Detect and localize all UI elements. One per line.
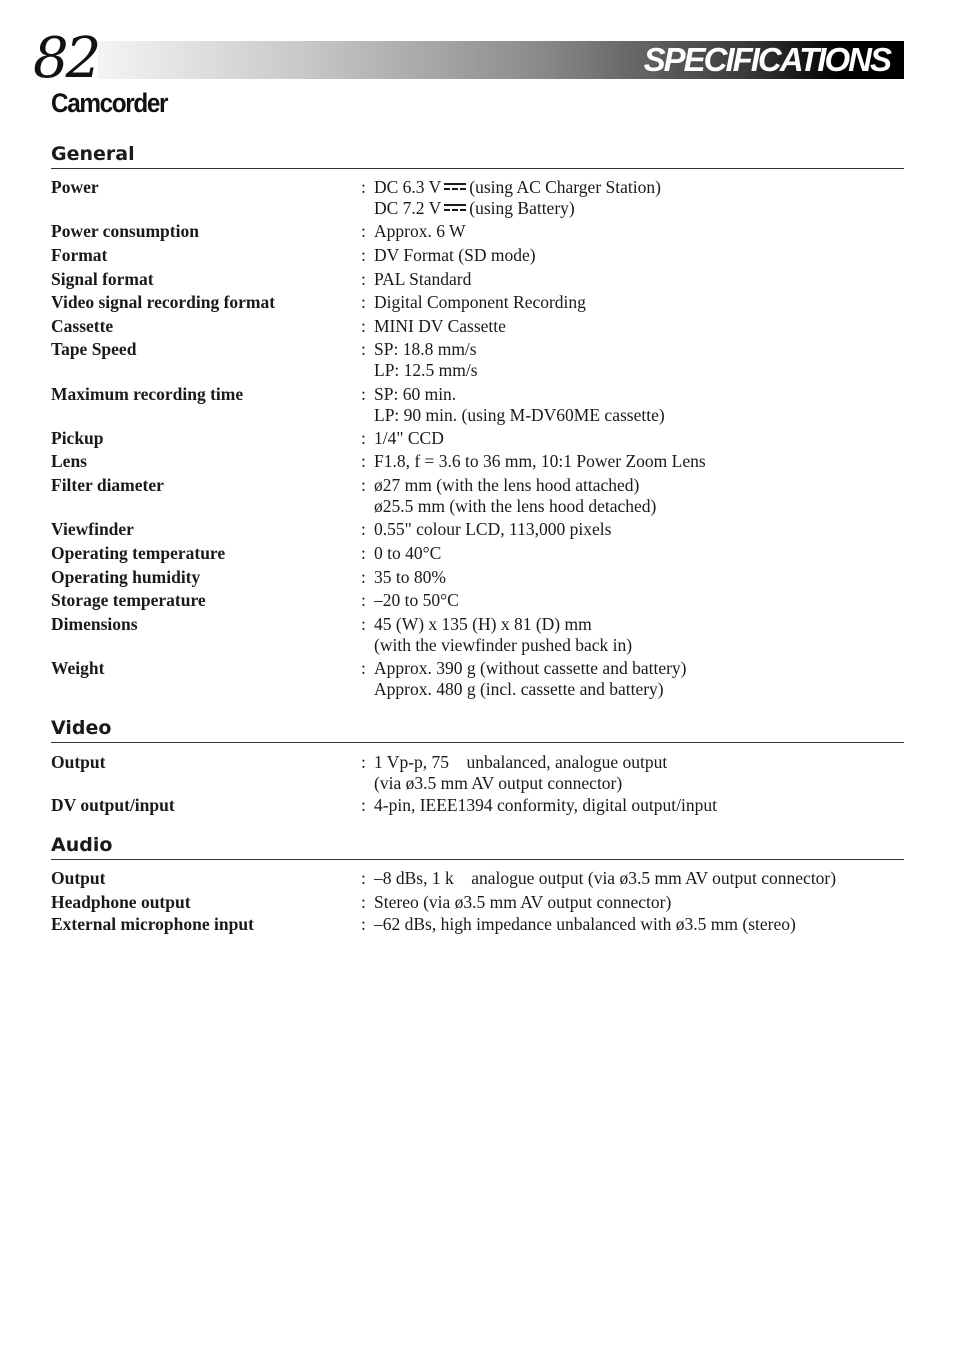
colon: : <box>361 177 366 197</box>
power-battery-voltage: DC 7.2 V <box>374 197 442 218</box>
colon: : <box>361 543 366 563</box>
video-heading: Video <box>51 716 904 743</box>
colon: : <box>361 428 366 448</box>
spec-label: Format <box>51 245 108 265</box>
spec-value: Approx. 6 W <box>374 221 466 241</box>
power-ac-voltage: DC 6.3 V <box>374 177 442 197</box>
spec-value-line: SP: 60 min. <box>374 384 457 404</box>
spec-value: 35 to 80% <box>374 567 446 587</box>
general-heading: General <box>51 142 904 169</box>
spec-label: Maximum recording time <box>51 384 244 404</box>
spec-label: Output <box>51 868 106 888</box>
spec-label: Cassette <box>51 316 114 336</box>
colon: : <box>361 590 366 610</box>
colon: : <box>361 384 366 404</box>
colon: : <box>361 316 366 336</box>
colon: : <box>361 752 366 772</box>
spec-label: Tape Speed <box>51 339 137 359</box>
spec-value: Stereo (via ø3.5 mm AV output connector) <box>374 892 672 912</box>
spec-value: 0.55" colour LCD, 113,000 pixels <box>374 519 612 539</box>
spec-label: Operating humidity <box>51 567 201 587</box>
spec-label: Lens <box>51 451 87 471</box>
spec-value <box>374 339 478 380</box>
spec-label: Power <box>51 177 99 197</box>
spec-value: 1/4" CCD <box>374 428 444 448</box>
spec-value-line: 45 (W) x 135 (H) x 81 (D) mm <box>374 614 592 634</box>
spec-value: –8 dBs, 1 k analogue output (via ø3.5 mm AV output connector) <box>374 868 837 888</box>
spec-value <box>374 752 667 793</box>
colon: : <box>361 614 366 634</box>
audio-heading: Audio <box>51 833 904 860</box>
spec-value <box>374 614 632 655</box>
spec-value: –62 dBs, high impedance unbalanced with ø3.5 mm (stereo) <box>374 914 796 934</box>
spec-value <box>374 177 661 218</box>
page-title: SPECIFICATIONS <box>643 41 890 78</box>
spec-label: Viewfinder <box>51 519 134 539</box>
spec-value: –20 to 50°C <box>374 590 459 610</box>
colon: : <box>361 245 366 265</box>
spec-label: Output <box>51 752 106 772</box>
colon: : <box>361 269 366 289</box>
colon: : <box>361 451 366 471</box>
spec-value-line: 1 Vp-p, 75 unbalanced, analogue output <box>374 752 668 772</box>
colon: : <box>361 339 366 359</box>
spec-value-line: ø25.5 mm (with the lens hood detached) <box>374 495 657 516</box>
spec-value <box>374 475 656 516</box>
spec-label: Headphone output <box>51 892 191 912</box>
spec-label: Filter diameter <box>51 475 164 495</box>
colon: : <box>361 475 366 495</box>
spec-value-line: (via ø3.5 mm AV output connector) <box>374 772 623 793</box>
spec-label: Dimensions <box>51 614 138 634</box>
spec-value <box>374 384 665 425</box>
spec-value: PAL Standard <box>374 269 472 289</box>
spec-label: Power consumption <box>51 221 199 241</box>
page-number: 82 <box>33 26 99 91</box>
spec-value-line: LP: 90 min. (using M-DV60ME cassette) <box>374 404 665 425</box>
spec-value-line: Approx. 390 g (without cassette and battery) <box>374 658 687 678</box>
spec-label: Pickup <box>51 428 104 448</box>
spec-value: DV Format (SD mode) <box>374 245 536 265</box>
spec-value-line: SP: 18.8 mm/s <box>374 339 477 359</box>
power-ac-note: (using AC Charger Station) <box>469 177 661 197</box>
colon: : <box>361 567 366 587</box>
colon: : <box>361 892 366 912</box>
spec-value: 4-pin, IEEE1394 conformity, digital output/input <box>374 795 717 815</box>
colon: : <box>361 658 366 678</box>
spec-value-line: Approx. 480 g (incl. cassette and battery) <box>374 678 664 699</box>
spec-value-line: ø27 mm (with the lens hood attached) <box>374 475 640 495</box>
spec-value: 0 to 40°C <box>374 543 442 563</box>
spec-value-line: (with the viewfinder pushed back in) <box>374 634 633 655</box>
spec-label: DV output/input <box>51 795 175 815</box>
colon: : <box>361 292 366 312</box>
colon: : <box>361 914 366 934</box>
section-title: Camcorder <box>51 88 168 118</box>
spec-value: MINI DV Cassette <box>374 316 506 336</box>
spec-label: Weight <box>51 658 105 678</box>
dc-voltage-icon <box>444 183 466 192</box>
spec-label: Signal format <box>51 269 154 289</box>
colon: : <box>361 221 366 241</box>
header-banner <box>98 41 904 79</box>
spec-label: Video signal recording format <box>51 292 276 312</box>
spec-label: Operating temperature <box>51 543 226 563</box>
power-battery-note: (using Battery) <box>469 197 575 218</box>
colon: : <box>361 868 366 888</box>
spec-value: F1.8, f = 3.6 to 36 mm, 10:1 Power Zoom Lens <box>374 451 706 471</box>
spec-label: Storage temperature <box>51 590 206 610</box>
colon: : <box>361 795 366 815</box>
colon: : <box>361 519 366 539</box>
spec-value: Digital Component Recording <box>374 292 586 312</box>
spec-value <box>374 658 687 699</box>
spec-label: External microphone input <box>51 914 254 934</box>
spec-value-line: LP: 12.5 mm/s <box>374 359 478 380</box>
dc-voltage-icon <box>444 204 466 213</box>
